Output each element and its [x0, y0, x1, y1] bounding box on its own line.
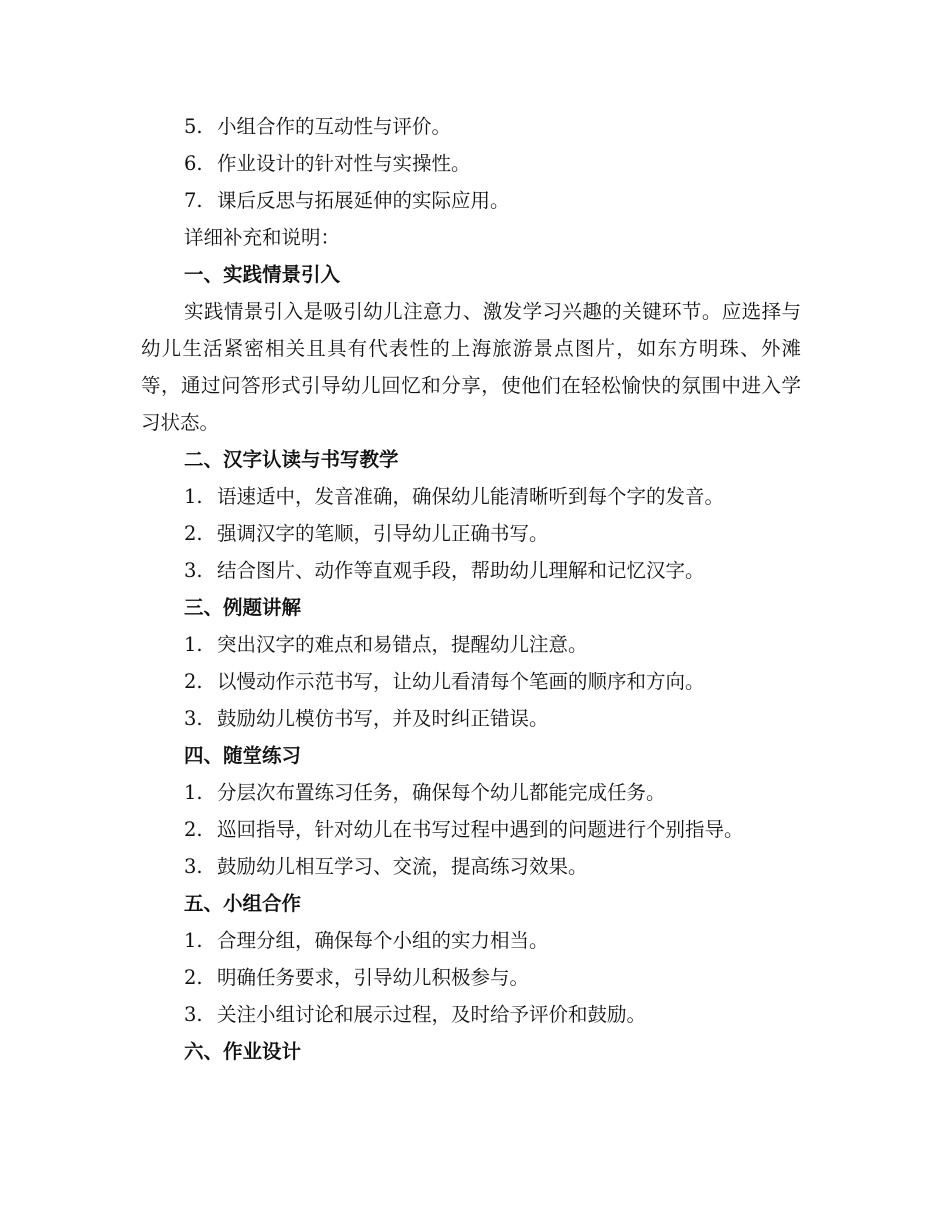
- list-number: 1.: [184, 781, 203, 804]
- list-text: 分层次布置练习任务，确保每个幼儿都能完成任务。: [217, 781, 666, 804]
- list-item: [141, 145, 801, 182]
- list-number: 2.: [184, 966, 203, 989]
- list-text: 强调汉字的笔顺，引导幼儿正确书写。: [217, 522, 549, 545]
- list-text: 明确任务要求，引导幼儿积极参与。: [217, 966, 530, 989]
- list-item: [141, 552, 801, 589]
- list-item: [141, 996, 801, 1033]
- list-number: 1.: [184, 929, 203, 952]
- list-number: 6.: [184, 152, 203, 175]
- section-paragraph: 实践情景引入是吸引幼儿注意力、激发学习兴趣的关键环节。应选择与幼儿生活紧密相关且具有代表性的上海旅游景点图片，如东方明珠、外滩等，通过问答形式引导幼儿回忆和分享，使他们在轻松愉快的氛围中进入学习状态。: [141, 300, 801, 434]
- list-item: [141, 182, 801, 219]
- list-number: 3.: [184, 707, 203, 730]
- list-item: [141, 478, 801, 515]
- list-text: 鼓励幼儿模仿书写，并及时纠正错误。: [217, 707, 549, 730]
- list-number: 2.: [184, 522, 203, 545]
- list-text: 突出汉字的难点和易错点，提醒幼儿注意。: [217, 633, 588, 656]
- section-heading-examples: 三、例题讲解: [184, 596, 302, 619]
- list-item: [141, 959, 801, 996]
- list-text: 鼓励幼儿相互学习、交流，提高练习效果。: [217, 855, 588, 878]
- section-heading-practice: 四、随堂练习: [184, 744, 302, 767]
- list-text: 以慢动作示范书写，让幼儿看清每个笔画的顺序和方向。: [217, 670, 705, 693]
- list-text: 作业设计的针对性与实操性。: [217, 152, 471, 175]
- list-number: 5.: [184, 115, 203, 138]
- list-number: 2.: [184, 670, 203, 693]
- list-number: 2.: [184, 818, 203, 841]
- list-item: [141, 700, 801, 737]
- list-text: 课后反思与拓展延伸的实际应用。: [217, 189, 510, 212]
- list-number: 7.: [184, 189, 203, 212]
- list-item: [141, 811, 801, 848]
- list-item: [141, 626, 801, 663]
- list-text: 关注小组讨论和展示过程，及时给予评价和鼓励。: [217, 1003, 647, 1026]
- list-item: [141, 515, 801, 552]
- section-heading-practice-scenario: 一、实践情景引入: [184, 263, 341, 286]
- list-text: 语速适中，发音准确，确保幼儿能清晰听到每个字的发音。: [217, 485, 725, 508]
- intro-text: 详细补充和说明：: [184, 226, 341, 249]
- list-number: 1.: [184, 633, 203, 656]
- list-text: 结合图片、动作等直观手段，帮助幼儿理解和记忆汉字。: [217, 559, 705, 582]
- list-item: [141, 774, 801, 811]
- list-item: [141, 663, 801, 700]
- list-number: 3.: [184, 559, 203, 582]
- list-number: 1.: [184, 485, 203, 508]
- list-item: [141, 922, 801, 959]
- list-item: [141, 848, 801, 885]
- section-heading-homework: 六、作业设计: [184, 1040, 302, 1063]
- list-item: [141, 108, 801, 145]
- list-text: 小组合作的互动性与评价。: [217, 115, 452, 138]
- list-number: 3.: [184, 855, 203, 878]
- section-heading-group-work: 五、小组合作: [184, 892, 302, 915]
- list-text: 合理分组，确保每个小组的实力相当。: [217, 929, 549, 952]
- list-number: 3.: [184, 1003, 203, 1026]
- section-heading-reading-writing: 二、汉字认读与书写教学: [184, 448, 399, 471]
- list-text: 巡回指导，针对幼儿在书写过程中遇到的问题进行个别指导。: [217, 818, 744, 841]
- document-body: [141, 108, 801, 1070]
